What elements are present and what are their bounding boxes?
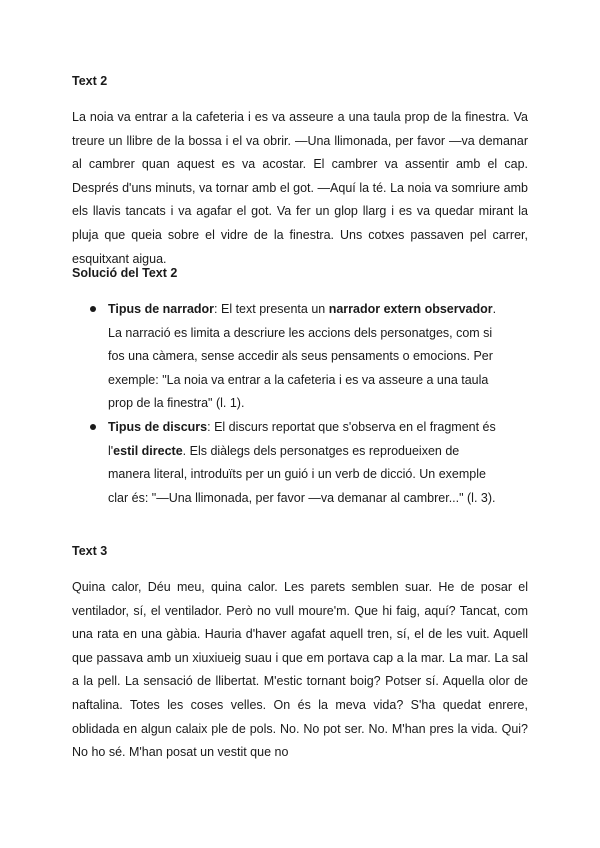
bullet-icon: [90, 424, 96, 430]
solution2-item-discurs: [72, 416, 502, 510]
item-label: Tipus de discurs: [108, 419, 208, 434]
bullet-icon: [90, 306, 96, 312]
text3-heading: Text 3: [72, 544, 108, 558]
item-text-a: El text presenta un: [221, 302, 329, 316]
text2-heading: Text 2: [72, 74, 108, 88]
item-text-a: El discurs reportat que s'observa en el fragment és l': [108, 419, 496, 458]
item-bold-term: estil directe: [113, 443, 183, 458]
solution2-list: [72, 298, 502, 510]
item-bold-term: narrador extern observador: [328, 302, 493, 316]
item-label: Tipus de narrador: [108, 302, 215, 316]
item-text-b: . La narració es limita a descriure les accions dels personatges, com si fos una càmera, sense accedir als seus pensaments o emocions. Per exemple: "La noia va entrar a la cafeteria i es va asseure a una taula prop de la finestra" (l. 1).: [108, 302, 497, 411]
item-label-sep: :: [207, 419, 215, 434]
text3-paragraph: Quina calor, Déu meu, quina calor. Les parets semblen suar. He de posar el ventilador, sí, el ventilador. Però no vull moure'm. Que hi faig, aquí? Tancat, com una rata en una gàbia. Hauria d'haver agafat aquell tren, sí, el de les vuit. Aquell que passava amb un xiuxiueig suau i que em portava cap a la mar. La mar. La sal a la pell. La sensació de llibertat. M'estic tornant boig? Potser sí. Aquella olor de naftalina. Totes les coses velles. On és la meva vida? S'ha quedat enrere, oblidada en algun calaix ple de pols. No. No pot ser. No. M'han pres la vida. Qui? No ho sé. M'han posat un vestit que no: [72, 580, 528, 760]
text2-paragraph: La noia va entrar a la cafeteria i es va asseure a una taula prop de la finestra. Va treure un llibre de la bossa i el va obrir. —Una llimonada, per favor —va demanar al cambrer quan aquest es va acostar. El cambrer va assentir amb el cap. Després d'uns minuts, va tornar amb el got. —Aquí la té. La noia va somriure amb els llavis tancats i va agafar el got. Va fer un glop llarg i es va quedar mirant la pluja que queia sobre el vidre de la finestra. Uns cotxes passaven pel carrer, esquitxant aigua.: [72, 110, 528, 266]
solution2-heading: Solució del Text 2: [72, 266, 178, 280]
item-text-b: . Els diàlegs dels personatges es reprodueixen de manera literal, introduïts per un guió i un verb de dicció. Un exemple clar és: "—Una llimonada, per favor —va demanar al cambrer..." (l. 3).: [108, 443, 496, 505]
solution2-item-narrador: [72, 298, 502, 416]
item-label-sep: :: [214, 302, 221, 316]
